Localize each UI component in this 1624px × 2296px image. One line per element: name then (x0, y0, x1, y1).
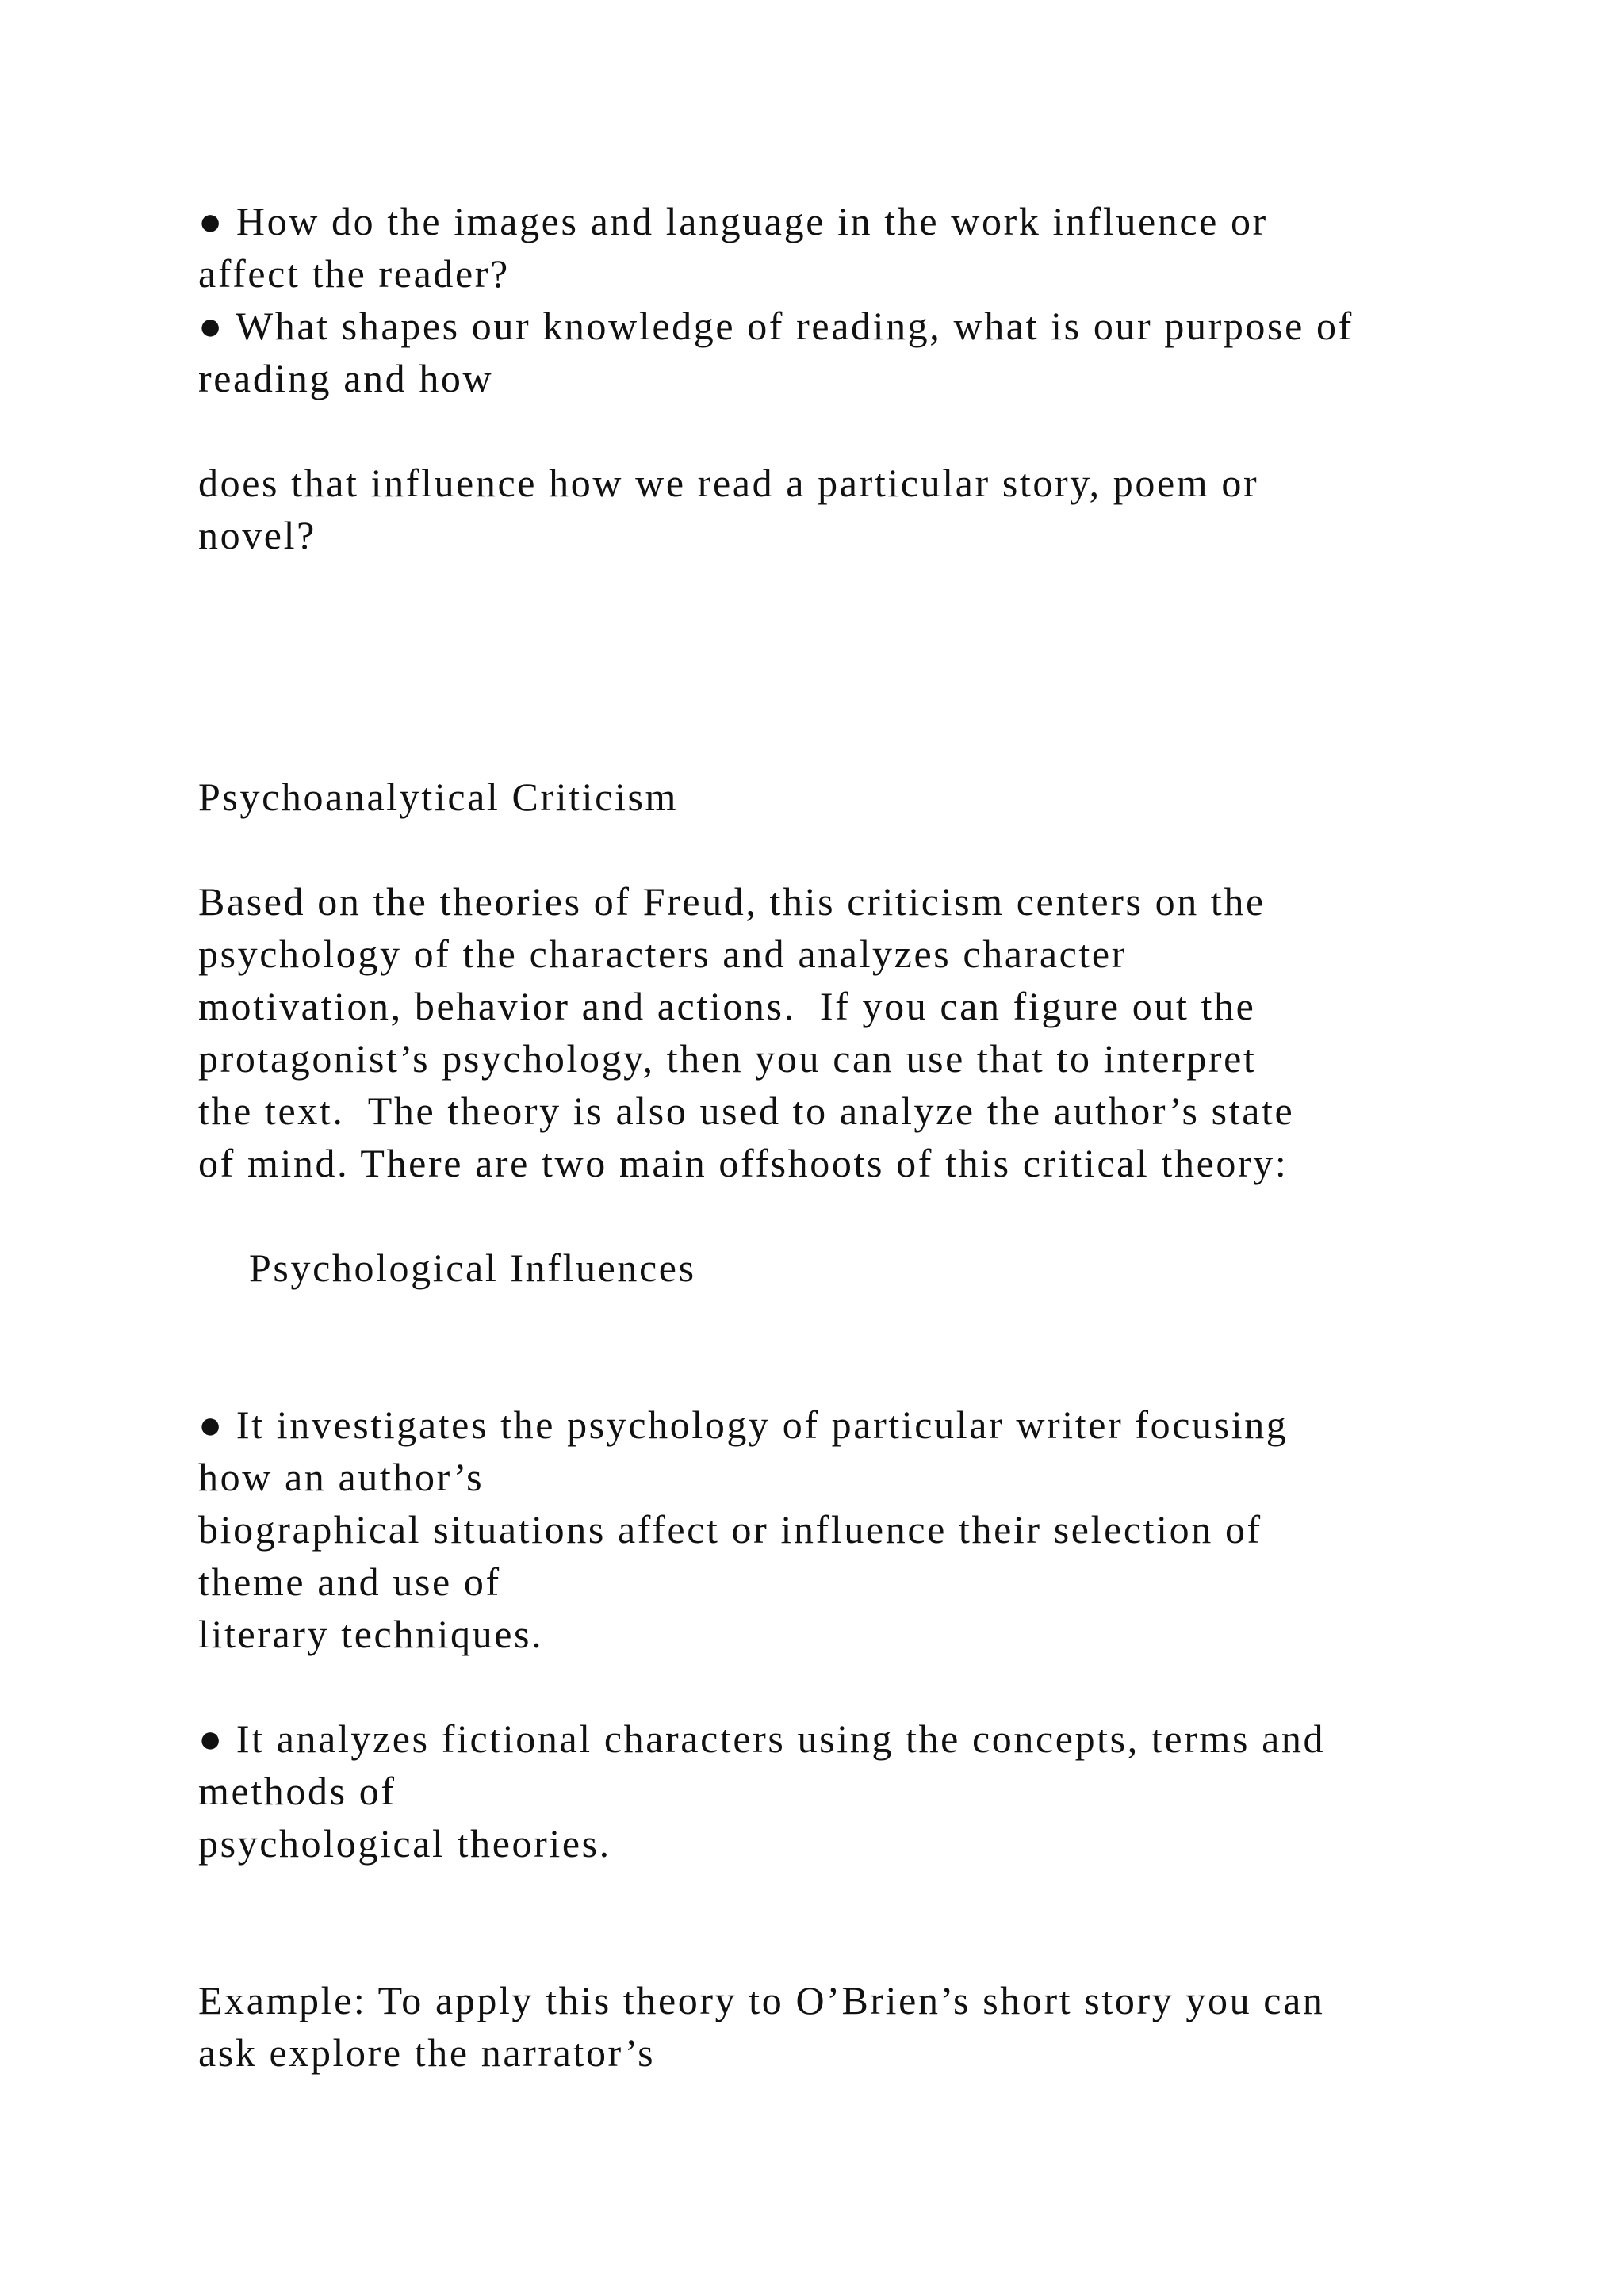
bullet-1-line: literary techniques. (198, 1612, 544, 1656)
bullet-1-line: ● It investigates the psychology of particular writer focusing (198, 1402, 1289, 1447)
bullet-1-line: theme and use of (198, 1559, 501, 1604)
paragraph-line: the text. The theory is also used to analyze the author’s state (198, 1089, 1295, 1133)
example-line: Example: To apply this theory to O’Brien’s short story you can (198, 1978, 1325, 2022)
question-2-line-1: ● What shapes our knowledge of reading, what is our purpose of (198, 304, 1354, 348)
subheading: Psychological Influences (249, 1246, 696, 1290)
question-2-line-3: does that influence how we read a particular story, poem or (198, 461, 1259, 505)
question-1-line-2: affect the reader? (198, 251, 510, 296)
paragraph-line: motivation, behavior and actions. If you can figure out the (198, 984, 1256, 1028)
paragraph-line: Based on the theories of Freud, this criticism centers on the (198, 879, 1266, 924)
paragraph-line: of mind. There are two main offshoots of this critical theory: (198, 1141, 1289, 1185)
bullet-1-line: biographical situations affect or influence their selection of (198, 1507, 1262, 1552)
paragraph-line: protagonist’s psychology, then you can use that to interpret (198, 1036, 1257, 1081)
question-2-line-2: reading and how (198, 356, 494, 400)
bullet-1-line: how an author’s (198, 1455, 485, 1499)
question-1-line-1: ● How do the images and language in the work influence or (198, 199, 1268, 243)
bullet-2-line: ● It analyzes fictional characters using the concepts, terms and (198, 1716, 1326, 1761)
example-line: ask explore the narrator’s (198, 2030, 656, 2075)
bullet-2-line: methods of (198, 1769, 396, 1813)
bullet-2-line: psychological theories. (198, 1821, 611, 1866)
section-heading: Psychoanalytical Criticism (198, 775, 679, 819)
paragraph-line: psychology of the characters and analyzes character (198, 932, 1127, 976)
question-2-line-4: novel? (198, 513, 316, 557)
